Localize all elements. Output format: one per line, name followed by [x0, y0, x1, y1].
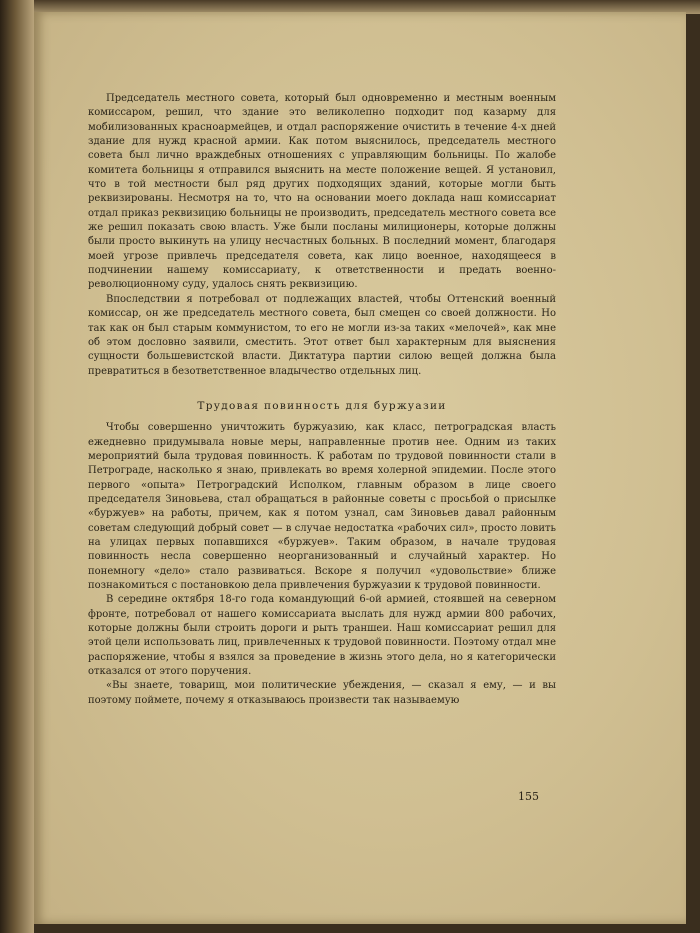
book-page: [34, 12, 686, 924]
page-number: 155: [518, 790, 539, 803]
paragraph-5: «Вы знаете, товарищ, мои политические убеждения, — сказал я ему, — и вы поэтому поймете, почему я отказываюсь произвести так называемую: [88, 680, 556, 706]
section-heading: Трудовая повинность для буржуазии: [197, 399, 447, 412]
page-text: [88, 92, 556, 708]
paragraph-1: Председатель местного совета, который был одновременно и местным военным комиссаром, решил, что здание это великолепно подходит под казарму для мобилизованных красноармейцев, и отдал распоряжение очистить в течение 4-х дней здание для нужд красной армии. Как потом выяснилось, председатель местного совета был лично враждебных отношениях с управляющим больницы. По жалобе комитета больницы я отправился выяснить на месте положение вещей. Я установил, что в той местности был ряд других подходящих зданий, которые могли быть реквизированы. Несмотря на то, что на основании моего доклада наш комиссариат отдал приказ реквизицию больницы не производить, председатель местного совета все же решил показать свою власть. Уже были посланы милиционеры, которые должны были просто выкинуть на улицу несчастных больных. В последний момент, благодаря моей угрозе привлечь председателя совета, как лицо военное, находящееся в подчинении нашему комиссариату, к ответственности и предать военно-революционному суду, удалось снять реквизицию.: [88, 93, 556, 291]
book-spine: [0, 0, 34, 933]
paragraph-4: В середине октября 18-го года командующий 6-ой армией, стоявшей на северном фронте, потребовал от нашего комиссариата выслать для нужд армии 800 рабочих, которые должны были строить дороги и рыть траншеи. Наш комиссариат решил для этой цели использовать лиц, привлеченных к трудовой повинности. Поэтому отдал мне распоряжение, чтобы я взялся за проведение в жизнь этого дела, но я категорически отказался от этого поручения.: [88, 594, 556, 678]
paragraph-3: Чтобы совершенно уничтожить буржуазию, как класс, петроградская власть ежедневно придумывала новые меры, направленные против нее. Одним из таких мероприятий была трудовая повинность. К работам по трудовой повинности стали в Петрограде, насколько я знаю, привлекать во время холерной эпидемии. После этого первого «опыта» Петроградский Исполком, главным образом в лице своего председателя Зиновьева, стал обращаться в районные советы с просьбой о присылке «буржуев» на работы, причем, как я потом узнал, сам Зиновьев давал районным советам следующий добрый совет — в случае недостатка «рабочих сил», просто ловить на улицах первых попавшихся «буржуев». Таким образом, в начале трудовая повинность несла совершенно неорганизованный и случайный характер. Но понемногу «дело» стало развиваться. Вскоре я получил «удовольствие» ближе познакомиться с постановкою дела привлечения буржуазии к трудовой повинности.: [88, 422, 556, 591]
paragraph-2: Впоследствии я потребовал от подлежащих властей, чтобы Оттенский военный комиссар, он же председатель местного совета, был смещен со своей должности. Но так как он был старым коммунистом, то его не могли из-за таких «мелочей», как мне об этом дословно заявили, сместить. Этот ответ был характерным для выяснения сущности большевистской власти. Диктатура партии силою вещей должна была превратиться в безответственное владычество отдельных лиц.: [88, 293, 556, 377]
